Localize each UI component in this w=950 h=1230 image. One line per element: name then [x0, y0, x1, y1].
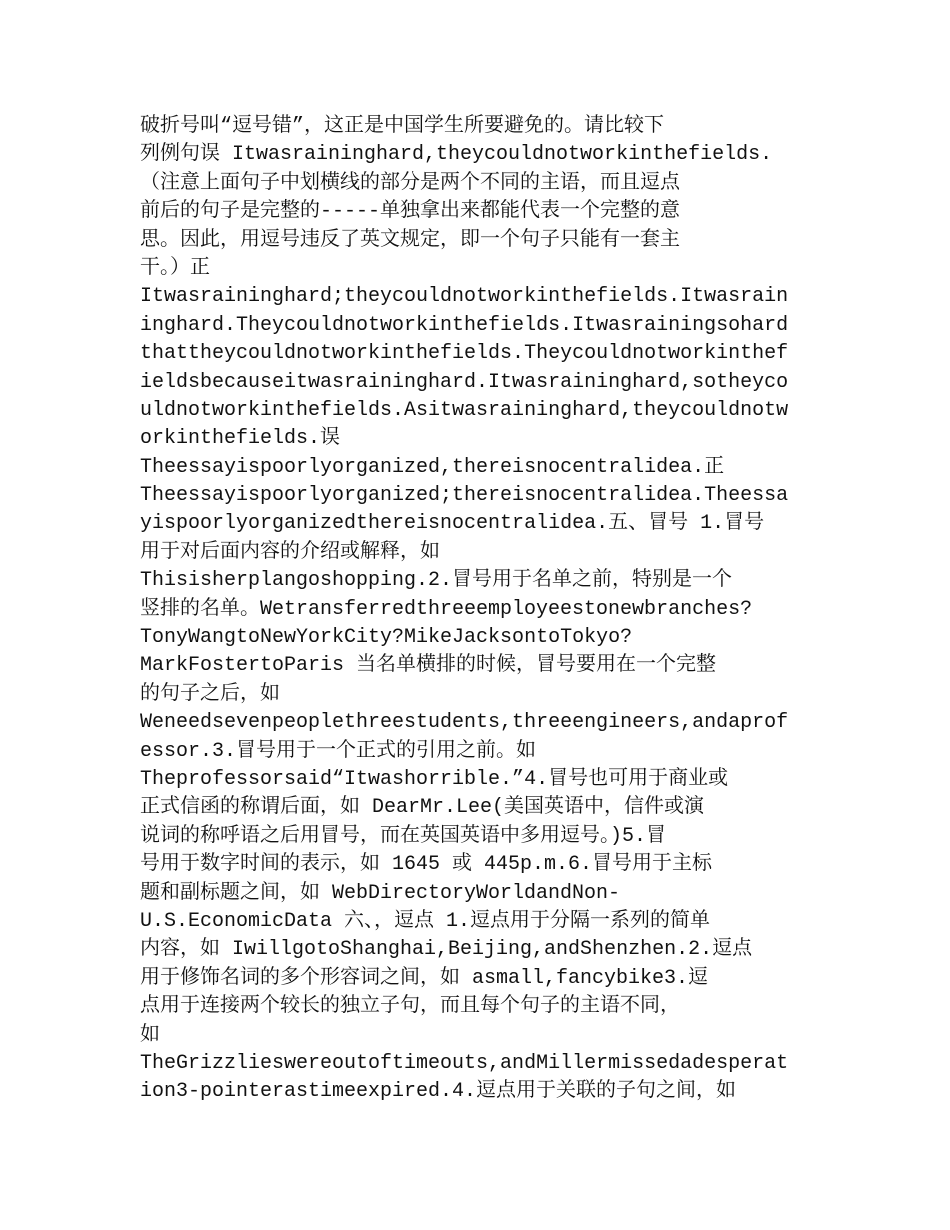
text-line: 说词的称呼语之后用冒号，而在英国英语中多用逗号。)5.冒 [140, 824, 667, 848]
text-line: Itwasraininghard;theycouldnotworkinthefields.Itwasrain [140, 285, 789, 309]
text-line: TheGrizzlieswereoutoftimeouts,andMillermissedadesperat [140, 1051, 789, 1075]
text-line: 题和副标题之间，如 WebDirectoryWorldandNon- [140, 881, 621, 905]
text-line: 思。因此，用逗号违反了英文规定，即一个句子只能有一套主 [140, 228, 680, 252]
text-line: 列例句误 Itwasraininghard,theycouldnotworkinthefields. [140, 143, 773, 167]
text-line: 号用于数字时间的表示，如 1645 或 445p.m.6.冒号用于主标 [140, 853, 713, 877]
text-line: 破折号叫“逗号错”，这正是中国学生所要避免的。请比较下 [140, 115, 665, 138]
text-line: 用于对后面内容的介绍或解释，如 [140, 540, 440, 564]
text-line: 的句子之后，如 [140, 682, 280, 706]
text-line: 竖排的名单。Wetransferredthreeemployeestonewbranches? [140, 597, 753, 621]
text-line: ieldsbecauseitwasraininghard.Itwasraininghard,sotheyco [140, 370, 789, 394]
text-line: 点用于连接两个较长的独立子句，而且每个句子的主语不同， [140, 995, 680, 1019]
text-line: inghard.Theycouldnotworkinthefields.Itwasrainingsohard [140, 313, 789, 337]
text-line: Theessayispoorlyorganized;thereisnocentralidea.Theessa [140, 484, 789, 508]
text-line: 用于修饰名词的多个形容词之间，如 asmall,fancybike3.逗 [140, 966, 709, 990]
body-text [140, 113, 820, 1107]
text-line: 如 [140, 1023, 160, 1047]
text-line: 内容，如 IwillgotoShanghai,Beijing,andShenzhen.2.逗点 [140, 938, 753, 962]
text-line: thattheycouldnotworkinthefields.Theycouldnotworkinthef [140, 342, 789, 366]
text-line: Thisisherplangoshopping.2.冒号用于名单之前，特别是一个 [140, 569, 733, 593]
text-line: Theessayispoorlyorganized,thereisnocentralidea.正 [140, 455, 725, 479]
text-line: 干。）正 [140, 256, 210, 280]
text-line: 前后的句子是完整的-----单独拿出来都能代表一个完整的意 [140, 200, 681, 224]
text-line: yispoorlyorganizedthereisnocentralidea.五、冒号 1.冒号 [140, 512, 765, 536]
text-line: Theprofessorsaid“Itwashorrible.”4.冒号也可用于商业或 [140, 767, 729, 791]
text-line: Weneedsevenpeoplethreestudents,threeengineers,andaprof [140, 711, 789, 735]
text-line: （注意上面句子中划横线的部分是两个不同的主语，而且逗点 [140, 171, 680, 195]
text-line: orkinthefields.误 [140, 427, 341, 451]
text-line: MarkFostertoParis 当名单横排的时候，冒号要用在一个完整 [140, 654, 717, 678]
text-line: uldnotworkinthefields.Asitwasraininghard,theycouldnotw [140, 398, 789, 422]
text-line: TonyWangtoNewYorkCity?MikeJacksontoTokyo? [140, 626, 633, 650]
text-line: essor.3.冒号用于一个正式的引用之前。如 [140, 739, 537, 763]
text-line: ion3-pointerastimeexpired.4.逗点用于关联的子句之间，如 [140, 1080, 737, 1104]
text-line: 正式信函的称谓后面，如 DearMr.Lee(美国英语中，信件或演 [140, 796, 705, 820]
text-line: U.S.EconomicData 六、，逗点 1.逗点用于分隔一系列的简单 [140, 909, 711, 933]
